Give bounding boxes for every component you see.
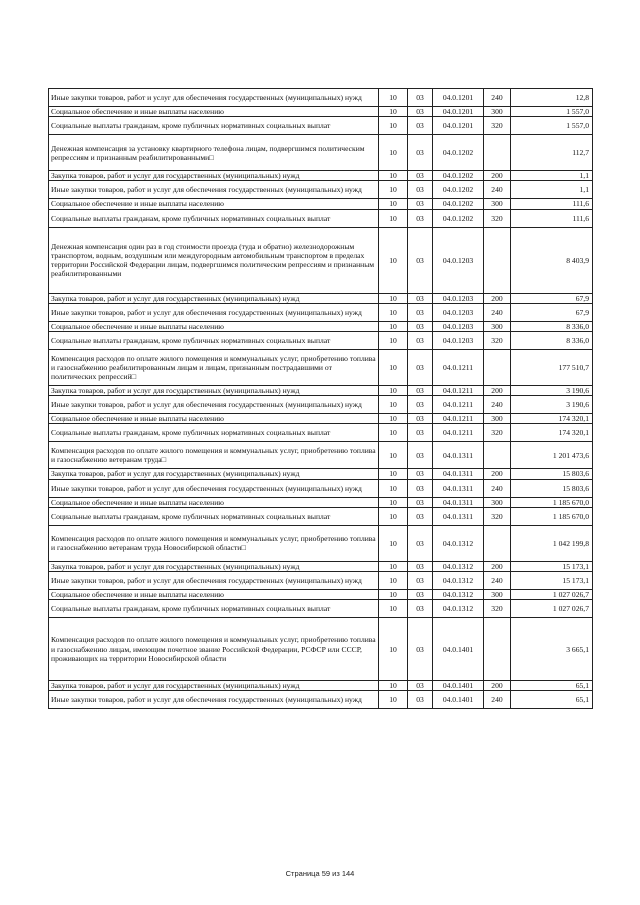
row-subsection-cell: 03	[408, 442, 433, 469]
row-amount-cell: 65,1	[511, 681, 593, 691]
row-amount-cell: 1 042 199,8	[511, 525, 593, 561]
row-amount-cell: 1 027 026,7	[511, 600, 593, 618]
row-name-cell: Закупка товаров, работ и услуг для государственных (муниципальных) нужд	[49, 561, 379, 571]
row-expense-type-cell: 240	[484, 89, 511, 107]
row-name-cell: Социальные выплаты гражданам, кроме публичных нормативных социальных выплат	[49, 507, 379, 525]
row-subsection-cell: 03	[408, 107, 433, 117]
row-section-cell: 10	[379, 479, 408, 497]
row-expense-type-cell	[484, 350, 511, 386]
row-section-cell: 10	[379, 171, 408, 181]
row-amount-cell: 3 190,6	[511, 386, 593, 396]
row-subsection-cell: 03	[408, 89, 433, 107]
row-amount-cell: 174 320,1	[511, 424, 593, 442]
table-row	[49, 209, 593, 227]
row-subsection-cell: 03	[408, 117, 433, 135]
row-name-cell: Иные закупки товаров, работ и услуг для обеспечения государственных (муниципальных) нужд	[49, 303, 379, 321]
row-section-cell: 10	[379, 525, 408, 561]
row-target-article-cell: 04.0.1311	[433, 469, 484, 479]
row-expense-type-cell: 200	[484, 561, 511, 571]
row-name-cell: Закупка товаров, работ и услуг для государственных (муниципальных) нужд	[49, 386, 379, 396]
page-number: Страница 59 из 144	[285, 869, 355, 878]
row-subsection-cell: 03	[408, 590, 433, 600]
table-row	[49, 469, 593, 479]
row-expense-type-cell: 240	[484, 479, 511, 497]
row-subsection-cell: 03	[408, 293, 433, 303]
row-target-article-cell: 04.0.1211	[433, 386, 484, 396]
row-amount-cell: 174 320,1	[511, 414, 593, 424]
table-row	[49, 479, 593, 497]
row-amount-cell: 3 190,6	[511, 396, 593, 414]
row-target-article-cell: 04.0.1203	[433, 227, 484, 293]
row-expense-type-cell: 200	[484, 469, 511, 479]
row-section-cell: 10	[379, 209, 408, 227]
row-target-article-cell: 04.0.1202	[433, 171, 484, 181]
row-subsection-cell: 03	[408, 303, 433, 321]
row-name-cell: Закупка товаров, работ и услуг для государственных (муниципальных) нужд	[49, 293, 379, 303]
row-expense-type-cell: 320	[484, 600, 511, 618]
row-section-cell: 10	[379, 135, 408, 171]
row-target-article-cell: 04.0.1211	[433, 350, 484, 386]
row-section-cell: 10	[379, 332, 408, 350]
row-subsection-cell: 03	[408, 561, 433, 571]
row-subsection-cell: 03	[408, 469, 433, 479]
row-subsection-cell: 03	[408, 691, 433, 709]
row-name-cell: Иные закупки товаров, работ и услуг для обеспечения государственных (муниципальных) нужд	[49, 181, 379, 199]
row-section-cell: 10	[379, 691, 408, 709]
row-section-cell: 10	[379, 350, 408, 386]
row-target-article-cell: 04.0.1203	[433, 332, 484, 350]
row-section-cell: 10	[379, 227, 408, 293]
row-section-cell: 10	[379, 293, 408, 303]
row-subsection-cell: 03	[408, 618, 433, 681]
row-amount-cell: 8 336,0	[511, 321, 593, 331]
table-row	[49, 561, 593, 571]
row-subsection-cell: 03	[408, 209, 433, 227]
row-name-cell: Компенсация расходов по оплате жилого помещения и коммунальных услуг, приобретению топлива и газоснабжению реабилитированным лицам и лицам, признанным пострадавшими от политических репрессий□	[49, 350, 379, 386]
row-section-cell: 10	[379, 89, 408, 107]
row-subsection-cell: 03	[408, 681, 433, 691]
row-subsection-cell: 03	[408, 414, 433, 424]
table-row	[49, 181, 593, 199]
row-name-cell: Социальные выплаты гражданам, кроме публичных нормативных социальных выплат	[49, 424, 379, 442]
row-subsection-cell: 03	[408, 332, 433, 350]
row-name-cell: Социальное обеспечение и иные выплаты населению	[49, 590, 379, 600]
row-target-article-cell: 04.0.1401	[433, 681, 484, 691]
row-subsection-cell: 03	[408, 572, 433, 590]
row-amount-cell: 1 201 473,6	[511, 442, 593, 469]
row-subsection-cell: 03	[408, 227, 433, 293]
table-row	[49, 691, 593, 709]
row-target-article-cell: 04.0.1202	[433, 181, 484, 199]
row-name-cell: Социальное обеспечение и иные выплаты населению	[49, 414, 379, 424]
row-name-cell: Социальные выплаты гражданам, кроме публичных нормативных социальных выплат	[49, 209, 379, 227]
row-name-cell: Социальные выплаты гражданам, кроме публичных нормативных социальных выплат	[49, 600, 379, 618]
table-row	[49, 89, 593, 107]
table-row	[49, 572, 593, 590]
table-row	[49, 497, 593, 507]
row-target-article-cell: 04.0.1312	[433, 561, 484, 571]
row-section-cell: 10	[379, 681, 408, 691]
row-target-article-cell: 04.0.1202	[433, 135, 484, 171]
row-subsection-cell: 03	[408, 396, 433, 414]
row-expense-type-cell: 320	[484, 507, 511, 525]
row-expense-type-cell: 300	[484, 414, 511, 424]
row-expense-type-cell: 240	[484, 572, 511, 590]
row-section-cell: 10	[379, 572, 408, 590]
row-subsection-cell: 03	[408, 497, 433, 507]
row-target-article-cell: 04.0.1312	[433, 600, 484, 618]
table-row	[49, 590, 593, 600]
row-expense-type-cell: 300	[484, 107, 511, 117]
row-name-cell: Социальное обеспечение и иные выплаты населению	[49, 497, 379, 507]
row-target-article-cell: 04.0.1311	[433, 497, 484, 507]
row-expense-type-cell: 240	[484, 303, 511, 321]
row-section-cell: 10	[379, 107, 408, 117]
row-name-cell: Денежная компенсация за установку квартирного телефона лицам, подвергшимся политическим репрессиям и признанным реабилитированными□	[49, 135, 379, 171]
row-amount-cell: 1 557,0	[511, 107, 593, 117]
table-row	[49, 332, 593, 350]
row-section-cell: 10	[379, 199, 408, 209]
row-expense-type-cell	[484, 525, 511, 561]
row-expense-type-cell: 240	[484, 181, 511, 199]
row-amount-cell: 111,6	[511, 209, 593, 227]
row-subsection-cell: 03	[408, 525, 433, 561]
row-amount-cell: 1,1	[511, 171, 593, 181]
row-subsection-cell: 03	[408, 181, 433, 199]
row-expense-type-cell: 200	[484, 681, 511, 691]
row-amount-cell: 112,7	[511, 135, 593, 171]
row-name-cell: Иные закупки товаров, работ и услуг для обеспечения государственных (муниципальных) нужд	[49, 396, 379, 414]
table-row	[49, 227, 593, 293]
row-target-article-cell: 04.0.1311	[433, 479, 484, 497]
row-name-cell: Иные закупки товаров, работ и услуг для обеспечения государственных (муниципальных) нужд	[49, 89, 379, 107]
row-amount-cell: 67,9	[511, 303, 593, 321]
row-expense-type-cell: 240	[484, 396, 511, 414]
table-row	[49, 293, 593, 303]
row-expense-type-cell: 300	[484, 321, 511, 331]
table-row	[49, 424, 593, 442]
row-expense-type-cell	[484, 227, 511, 293]
row-expense-type-cell	[484, 442, 511, 469]
row-subsection-cell: 03	[408, 350, 433, 386]
row-name-cell: Компенсация расходов по оплате жилого помещения и коммунальных услуг, приобретению топлива и газоснабжению ветеранам труда□	[49, 442, 379, 469]
row-target-article-cell: 04.0.1312	[433, 525, 484, 561]
row-expense-type-cell	[484, 618, 511, 681]
row-target-article-cell: 04.0.1203	[433, 293, 484, 303]
row-amount-cell: 8 336,0	[511, 332, 593, 350]
row-section-cell: 10	[379, 303, 408, 321]
row-expense-type-cell: 300	[484, 497, 511, 507]
row-expense-type-cell: 300	[484, 590, 511, 600]
row-amount-cell: 1 027 026,7	[511, 590, 593, 600]
row-section-cell: 10	[379, 181, 408, 199]
row-name-cell: Закупка товаров, работ и услуг для государственных (муниципальных) нужд	[49, 681, 379, 691]
row-subsection-cell: 03	[408, 321, 433, 331]
row-name-cell: Денежная компенсация один раз в год стоимости проезда (туда и обратно) железнодорожным транспортом, водным, воздушным или междугородным автомобильным транспортом в пределах территории Российской Федерации лицам, подвергшимся политическим репрессиям и признанным реабилитированными	[49, 227, 379, 293]
row-target-article-cell: 04.0.1401	[433, 618, 484, 681]
row-section-cell: 10	[379, 561, 408, 571]
table-row	[49, 107, 593, 117]
row-name-cell: Компенсация расходов по оплате жилого помещения и коммунальных услуг, приобретению топлива и газоснабжению лицам, имеющим почетное звание Российской Федерации, РСФСР или СССР, проживающих на территории Новосибирской области	[49, 618, 379, 681]
row-name-cell: Закупка товаров, работ и услуг для государственных (муниципальных) нужд	[49, 171, 379, 181]
table-row	[49, 442, 593, 469]
row-name-cell: Иные закупки товаров, работ и услуг для обеспечения государственных (муниципальных) нужд	[49, 691, 379, 709]
row-subsection-cell: 03	[408, 199, 433, 209]
table-row	[49, 600, 593, 618]
row-amount-cell: 15 803,6	[511, 479, 593, 497]
row-target-article-cell: 04.0.1201	[433, 117, 484, 135]
row-section-cell: 10	[379, 600, 408, 618]
row-name-cell: Компенсация расходов по оплате жилого помещения и коммунальных услуг, приобретению топлива и газоснабжению ветеранам труда Новосибирской области□	[49, 525, 379, 561]
row-target-article-cell: 04.0.1203	[433, 303, 484, 321]
row-section-cell: 10	[379, 424, 408, 442]
row-amount-cell: 1,1	[511, 181, 593, 199]
row-expense-type-cell: 200	[484, 386, 511, 396]
row-target-article-cell: 04.0.1401	[433, 691, 484, 709]
row-section-cell: 10	[379, 469, 408, 479]
row-expense-type-cell: 320	[484, 209, 511, 227]
row-target-article-cell: 04.0.1312	[433, 572, 484, 590]
row-expense-type-cell: 200	[484, 293, 511, 303]
row-amount-cell: 67,9	[511, 293, 593, 303]
row-target-article-cell: 04.0.1312	[433, 590, 484, 600]
row-target-article-cell: 04.0.1201	[433, 107, 484, 117]
row-section-cell: 10	[379, 386, 408, 396]
budget-table-body	[49, 89, 593, 709]
table-row	[49, 618, 593, 681]
row-target-article-cell: 04.0.1202	[433, 199, 484, 209]
row-amount-cell: 15 803,6	[511, 469, 593, 479]
row-expense-type-cell: 320	[484, 117, 511, 135]
table-row	[49, 507, 593, 525]
row-section-cell: 10	[379, 414, 408, 424]
table-row	[49, 386, 593, 396]
row-name-cell: Иные закупки товаров, работ и услуг для обеспечения государственных (муниципальных) нужд	[49, 479, 379, 497]
row-expense-type-cell: 320	[484, 424, 511, 442]
row-amount-cell: 1 557,0	[511, 117, 593, 135]
row-amount-cell: 65,1	[511, 691, 593, 709]
row-section-cell: 10	[379, 618, 408, 681]
row-amount-cell: 3 665,1	[511, 618, 593, 681]
row-expense-type-cell: 240	[484, 691, 511, 709]
row-name-cell: Социальные выплаты гражданам, кроме публичных нормативных социальных выплат	[49, 332, 379, 350]
table-row	[49, 525, 593, 561]
table-row	[49, 414, 593, 424]
row-name-cell: Социальное обеспечение и иные выплаты населению	[49, 107, 379, 117]
row-amount-cell: 1 185 670,0	[511, 497, 593, 507]
row-section-cell: 10	[379, 590, 408, 600]
table-row	[49, 681, 593, 691]
row-amount-cell: 177 510,7	[511, 350, 593, 386]
row-target-article-cell: 04.0.1311	[433, 442, 484, 469]
row-target-article-cell: 04.0.1311	[433, 507, 484, 525]
row-expense-type-cell: 300	[484, 199, 511, 209]
table-row	[49, 135, 593, 171]
row-amount-cell: 15 173,1	[511, 572, 593, 590]
row-expense-type-cell: 200	[484, 171, 511, 181]
row-section-cell: 10	[379, 396, 408, 414]
row-subsection-cell: 03	[408, 424, 433, 442]
row-name-cell: Закупка товаров, работ и услуг для государственных (муниципальных) нужд	[49, 469, 379, 479]
row-amount-cell: 8 403,9	[511, 227, 593, 293]
row-name-cell: Иные закупки товаров, работ и услуг для обеспечения государственных (муниципальных) нужд	[49, 572, 379, 590]
row-subsection-cell: 03	[408, 507, 433, 525]
row-name-cell: Социальные выплаты гражданам, кроме публичных нормативных социальных выплат	[49, 117, 379, 135]
table-row	[49, 117, 593, 135]
row-section-cell: 10	[379, 442, 408, 469]
row-target-article-cell: 04.0.1211	[433, 414, 484, 424]
budget-table	[48, 88, 593, 709]
row-amount-cell: 12,8	[511, 89, 593, 107]
row-target-article-cell: 04.0.1203	[433, 321, 484, 331]
row-subsection-cell: 03	[408, 171, 433, 181]
row-section-cell: 10	[379, 321, 408, 331]
row-amount-cell: 15 173,1	[511, 561, 593, 571]
row-target-article-cell: 04.0.1211	[433, 396, 484, 414]
row-section-cell: 10	[379, 507, 408, 525]
row-expense-type-cell: 320	[484, 332, 511, 350]
row-name-cell: Социальное обеспечение и иные выплаты населению	[49, 321, 379, 331]
row-target-article-cell: 04.0.1211	[433, 424, 484, 442]
row-subsection-cell: 03	[408, 386, 433, 396]
table-row	[49, 350, 593, 386]
table-row	[49, 199, 593, 209]
row-subsection-cell: 03	[408, 135, 433, 171]
row-amount-cell: 111,6	[511, 199, 593, 209]
row-subsection-cell: 03	[408, 600, 433, 618]
row-section-cell: 10	[379, 497, 408, 507]
table-row	[49, 321, 593, 331]
row-section-cell: 10	[379, 117, 408, 135]
row-subsection-cell: 03	[408, 479, 433, 497]
row-target-article-cell: 04.0.1202	[433, 209, 484, 227]
table-row	[49, 303, 593, 321]
row-expense-type-cell	[484, 135, 511, 171]
table-row	[49, 396, 593, 414]
table-row	[49, 171, 593, 181]
row-name-cell: Социальное обеспечение и иные выплаты населению	[49, 199, 379, 209]
row-amount-cell: 1 185 670,0	[511, 507, 593, 525]
row-target-article-cell: 04.0.1201	[433, 89, 484, 107]
